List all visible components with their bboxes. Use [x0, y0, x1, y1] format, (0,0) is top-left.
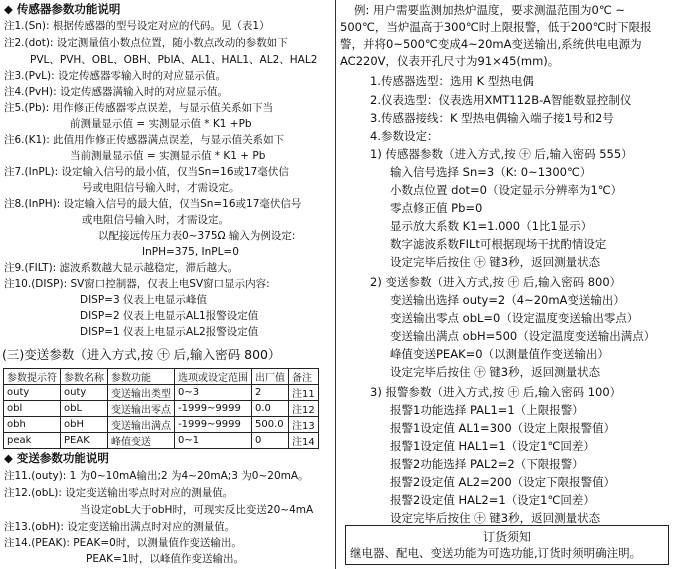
- note-line: 注11.(outy): 1 为0~10mA输出;2 为4~20mA;3 为0~20mA。: [4, 470, 309, 482]
- param-line: 报警1设定值 HAL1=1（设定1℃回差）: [390, 439, 595, 453]
- table-cell: 0: [252, 433, 289, 449]
- param-line: 峰值变送PEAK=0（以测量值作变送输出）: [390, 347, 610, 361]
- table-cell: outy: [4, 385, 61, 401]
- table-cell: obh: [4, 417, 61, 433]
- param-line: 报警1功能选择 PAL1=1（上限报警）: [390, 403, 584, 417]
- step-line: 1.传感器选型：选用 K 型热电偶: [370, 74, 534, 88]
- table-header: 参数名称: [61, 369, 108, 385]
- table-cell: 注13: [289, 417, 319, 433]
- param-line: 设定完毕后按住 ㊉ 键3秒，返回测量状态: [390, 511, 601, 525]
- note-line: PEAK=1时，以峰值作变送输出。: [86, 553, 245, 565]
- table-row: [4, 433, 319, 449]
- transmit-section-title: (三)变送参数（进入方式,按 ㊉ 后,输入密码 800）: [2, 347, 281, 362]
- table-header: 选项或设定范围: [175, 369, 252, 385]
- transmit-params-heading: 2) 变送参数（进入方式,按 ㊉ 后,输入密码 800）: [370, 275, 622, 289]
- note-line: 号或电阻信号输入时，才需设定。: [82, 182, 240, 194]
- table-cell: 0~3: [175, 385, 252, 401]
- table-header-row: [4, 369, 319, 385]
- note-line: 注13.(obH): 设定变送输出满点时对应的测量值。: [4, 521, 236, 533]
- note-line: 注5.(Pb): 用作修正传感器零点误差，与显示值关系如下当: [4, 102, 274, 114]
- param-line: 零点修正值 Pb=0: [390, 201, 483, 215]
- table-cell: 注11: [289, 385, 319, 401]
- table-cell: obL: [61, 401, 108, 417]
- table-cell: 变送输出零点: [108, 401, 175, 417]
- param-line: 报警2功能选择 PAL2=2（下限报警）: [390, 457, 584, 471]
- param-line: 输入信号选择 Sn=3（K: 0~1300℃）: [390, 165, 592, 179]
- table-cell: peak: [4, 433, 61, 449]
- param-line: 变送输出满点 obH=500（设定温度变送输出满点）: [390, 329, 656, 343]
- note-line: 注12.(obL): 设定变送输出零点时对应的测量值。: [4, 487, 234, 499]
- table-cell: 变送输出类型: [108, 385, 175, 401]
- param-line: 数字滤波系数FILt可根据现场干扰酌情设定: [390, 237, 607, 251]
- note-line: 注1.(Sn): 根据传感器的型号设定对应的代码。见（表1）: [4, 20, 270, 32]
- table-header: 参数功能: [108, 369, 175, 385]
- param-line: 显示放大系数 K1=1.000（1比1显示）: [390, 219, 593, 233]
- note-line: 注10.(DISP): SV窗口控制器，仅表上电SV窗口显示内容:: [4, 278, 270, 290]
- step-line: 2.仪表选型：仪表选用XMT112B-A智能数显控制仪: [370, 93, 632, 107]
- example-line: 警，并将0~500℃变成4~20mA变送输出,系统供电电源为: [340, 37, 642, 51]
- table-cell: 0~1: [175, 433, 252, 449]
- column-divider: [335, 0, 336, 569]
- note-line: DISP=3 仪表上电显示峰值: [80, 294, 207, 306]
- note-line: 当前测量显示值 = 实测显示值 * K1 + Pb: [70, 150, 266, 162]
- table-row: [4, 401, 319, 417]
- note-line: InPH=375, InPL=0: [142, 246, 239, 258]
- note-line: 注3.(PvL): 设定传感器零输入时的对应显示值。: [4, 70, 226, 82]
- step-line: 3.传感器接线：K 型热电偶输入端子接1号和2号: [370, 111, 614, 125]
- table-cell: obH: [61, 417, 108, 433]
- param-line: 设定完毕后按住 ㊉ 键3秒，返回测量状态: [390, 255, 601, 269]
- note-line: 注7.(InPL): 设定输入信号的最小值，仅当Sn=16或17毫伏信: [4, 166, 289, 178]
- note-line: 注14.(PEAK): PEAK=0时，以测量值作变送输出。: [4, 537, 242, 549]
- param-line: 变送输出零点 obL=0（设定温度变送输出零点）: [390, 311, 639, 325]
- table-cell: 注12: [289, 401, 319, 417]
- table-row: [4, 417, 319, 433]
- example-line: AC220V，仪表开孔尺寸为91×45(mm)。: [340, 54, 560, 68]
- note-line: 注8.(InPH): 设定输入信号的最大值，仅当Sn=16或17毫伏信号: [4, 198, 302, 210]
- param-line: 小数点位置 dot=0（设定显示分辨率为1℃）: [390, 183, 623, 197]
- table-cell: 峰值变送: [108, 433, 175, 449]
- table-row: [4, 385, 319, 401]
- table-cell: 2: [252, 385, 289, 401]
- note-line: 或电阻信号输入时，才需设定。: [82, 214, 229, 226]
- param-line: 报警1设定值 AL1=300（设定上限报警值）: [390, 421, 616, 435]
- table-header: 出厂值: [252, 369, 289, 385]
- param-line: 报警2设定值 HAL2=1（设定1℃回差）: [390, 493, 595, 507]
- note-line: 以配接远传压力表0~375Ω 输入为例设定:: [98, 230, 296, 242]
- table-cell: PEAK: [61, 433, 108, 449]
- table-header: 参数提示符: [4, 369, 61, 385]
- note-line: 当设定obL大于obH时，可现实反比变送20~4mA: [80, 504, 314, 516]
- table-cell: outy: [61, 385, 108, 401]
- param-line: 变送输出选择 outy=2（4~20mA变送输出）: [390, 293, 625, 307]
- order-notice-text: 继电器、配电、变送功能为可选功能,订货时须明确注明。: [350, 546, 642, 560]
- alarm-params-heading: 3) 报警参数（进入方式,按 ㊉ 后,输入密码 100）: [370, 385, 622, 399]
- table-cell: 500.0: [252, 417, 289, 433]
- param-line: 报警2设定值 AL2=200（设定下限报警值）: [390, 475, 616, 489]
- table-cell: -1999~9999: [175, 401, 252, 417]
- table-cell: -1999~9999: [175, 417, 252, 433]
- order-notice-box: [345, 525, 669, 565]
- table-cell: obl: [4, 401, 61, 417]
- note-line: 注4.(PvH): 设定传感器满输入时的对应显示值。: [4, 86, 229, 98]
- example-line: 例: 用户需要监测加热炉温度，要求测温范围为0℃ ~: [354, 3, 626, 17]
- param-line: 设定完毕后按住 ㊉ 键3秒，返回测量状态: [390, 365, 601, 379]
- table-header: 备注: [289, 369, 319, 385]
- note-line: PVL、PVH、OBL、OBH、PbIA、AL1、HAL1、AL2、HAL2: [30, 54, 318, 66]
- note-line: 注9.(FILT): 滤波系数越大显示越稳定，滞后越大。: [4, 262, 239, 274]
- example-line: 500℃，当炉温高于300℃时上限报警，低于200℃时下限报: [340, 20, 652, 34]
- table-cell: 注14: [289, 433, 319, 449]
- order-notice-title: 订货须知: [482, 530, 531, 544]
- sensor-params-title: ◆ 传感器参数功能说明: [4, 2, 121, 16]
- transmit-params-table: [3, 368, 319, 449]
- transmit-params-title: ◆ 变送参数功能说明: [4, 451, 109, 465]
- sensor-params-heading: 1) 传感器参数（进入方式,按 ㊉ 后,输入密码 555）: [370, 147, 633, 161]
- note-line: DISP=2 仪表上电显示AL1报警设定值: [80, 310, 259, 322]
- table-cell: 0.0: [252, 401, 289, 417]
- note-line: 注6.(K1): 此值用作修正传感器满点误差，与显示值关系如下: [4, 134, 285, 146]
- note-line: 注2.(dot): 设定测量值小数点位置，随小数点改动的参数如下: [4, 37, 288, 49]
- step-line: 4.参数设定：: [370, 129, 439, 143]
- note-line: 前测量显示值 = 实测显示值 * K1 +Pb: [70, 118, 252, 130]
- table-cell: 变送输出满点: [108, 417, 175, 433]
- note-line: DISP=1 仪表上电显示AL2报警设定值: [80, 326, 259, 338]
